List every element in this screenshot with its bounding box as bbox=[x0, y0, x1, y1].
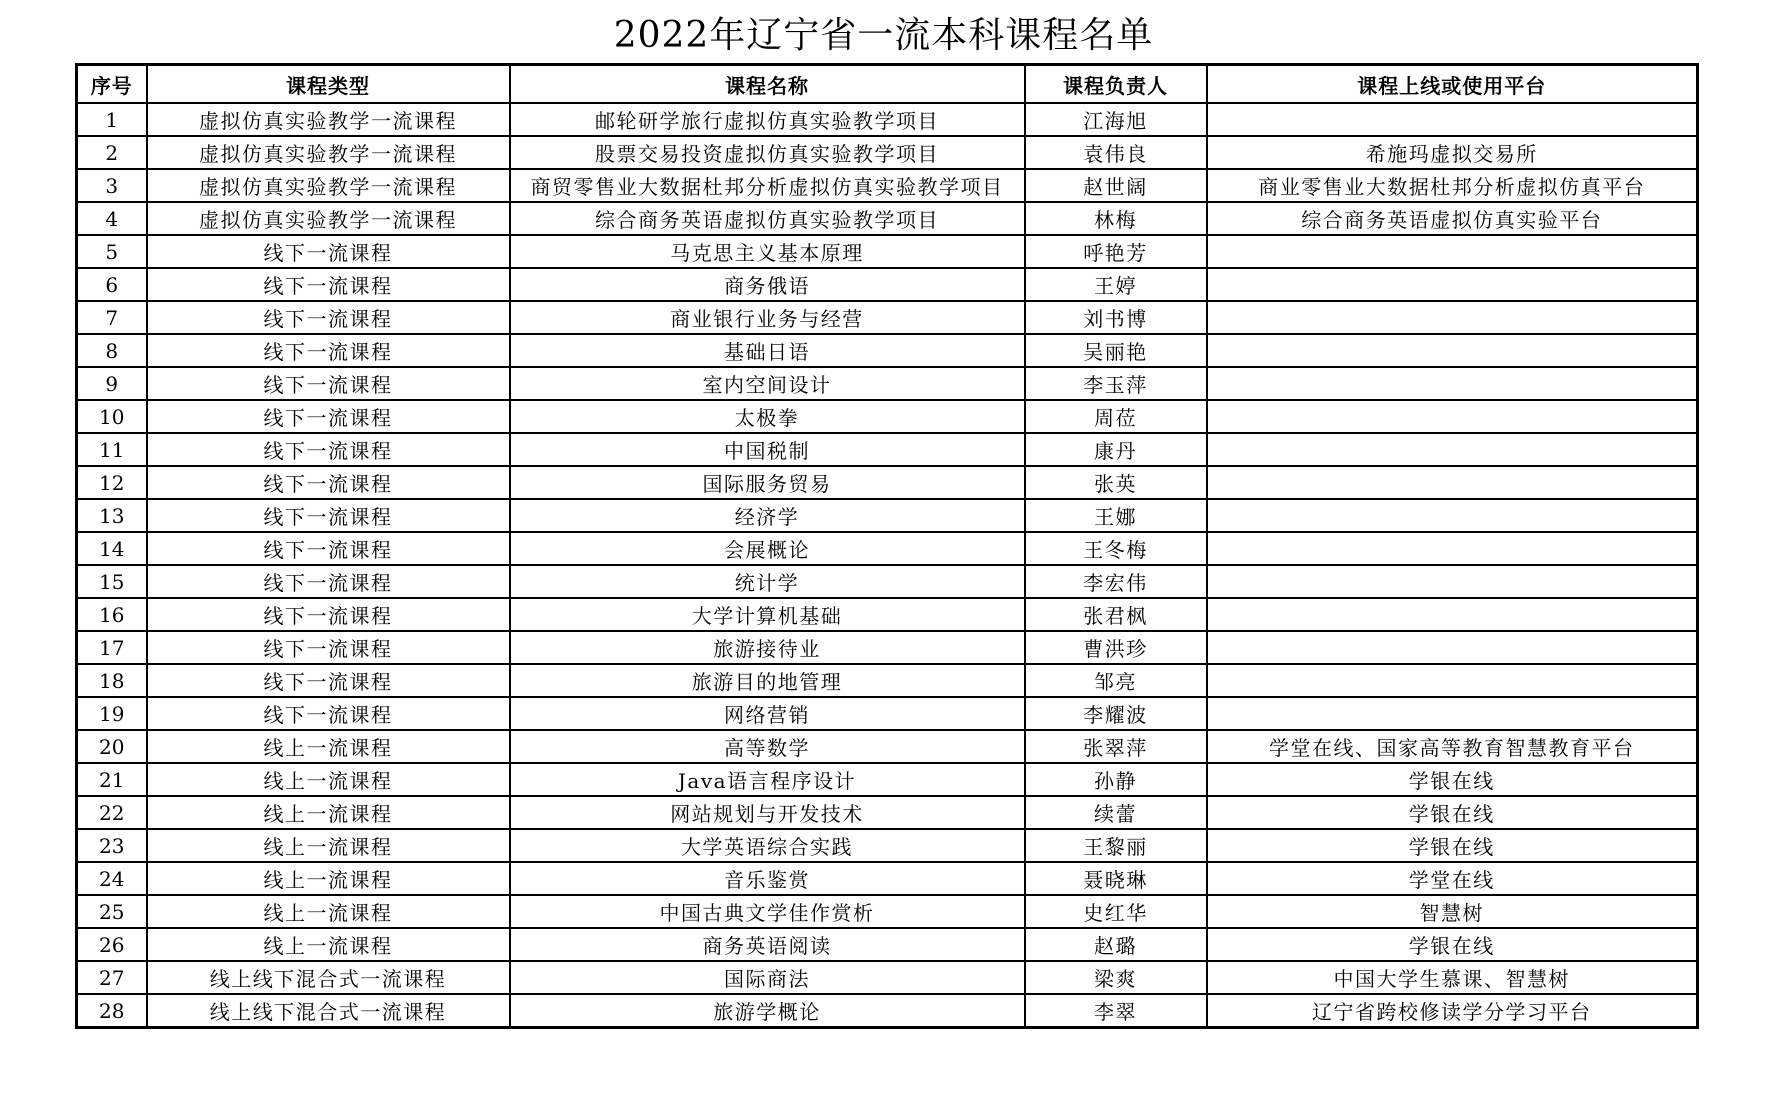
cell-no: 16 bbox=[77, 598, 147, 631]
table-row bbox=[77, 598, 1698, 631]
cell-no: 9 bbox=[77, 367, 147, 400]
table-row bbox=[77, 631, 1698, 664]
cell-course-lead: 周莅 bbox=[1025, 400, 1207, 433]
cell-course-lead: 呼艳芳 bbox=[1025, 235, 1207, 268]
table-row bbox=[77, 169, 1698, 202]
cell-course-name: 统计学 bbox=[510, 565, 1025, 598]
cell-course-lead: 曹洪珍 bbox=[1025, 631, 1207, 664]
cell-no: 8 bbox=[77, 334, 147, 367]
table-row bbox=[77, 862, 1698, 895]
cell-course-lead: 张翠萍 bbox=[1025, 730, 1207, 763]
cell-platform bbox=[1207, 103, 1698, 136]
cell-course-type: 线上一流课程 bbox=[147, 829, 510, 862]
table-row bbox=[77, 796, 1698, 829]
cell-platform: 学银在线 bbox=[1207, 763, 1698, 796]
cell-course-lead: 王黎丽 bbox=[1025, 829, 1207, 862]
cell-course-lead: 康丹 bbox=[1025, 433, 1207, 466]
table-row bbox=[77, 400, 1698, 433]
cell-no: 28 bbox=[77, 994, 147, 1028]
cell-platform bbox=[1207, 664, 1698, 697]
cell-course-lead: 史红华 bbox=[1025, 895, 1207, 928]
cell-course-lead: 吴丽艳 bbox=[1025, 334, 1207, 367]
course-table bbox=[75, 63, 1699, 1029]
cell-course-name: 商务英语阅读 bbox=[510, 928, 1025, 961]
table-row bbox=[77, 466, 1698, 499]
header-no: 序号 bbox=[77, 65, 147, 104]
cell-course-name: 中国古典文学佳作赏析 bbox=[510, 895, 1025, 928]
cell-no: 11 bbox=[77, 433, 147, 466]
cell-platform: 综合商务英语虚拟仿真实验平台 bbox=[1207, 202, 1698, 235]
cell-course-lead: 江海旭 bbox=[1025, 103, 1207, 136]
cell-course-type: 线下一流课程 bbox=[147, 400, 510, 433]
cell-course-type: 线下一流课程 bbox=[147, 631, 510, 664]
cell-course-lead: 王冬梅 bbox=[1025, 532, 1207, 565]
table-row bbox=[77, 268, 1698, 301]
cell-platform bbox=[1207, 598, 1698, 631]
cell-course-name: Java语言程序设计 bbox=[510, 763, 1025, 796]
cell-course-name: 经济学 bbox=[510, 499, 1025, 532]
cell-course-name: 网络营销 bbox=[510, 697, 1025, 730]
cell-course-type: 虚拟仿真实验教学一流课程 bbox=[147, 136, 510, 169]
table-row bbox=[77, 367, 1698, 400]
cell-course-lead: 赵世阔 bbox=[1025, 169, 1207, 202]
cell-course-name: 高等数学 bbox=[510, 730, 1025, 763]
header-course-name: 课程名称 bbox=[510, 65, 1025, 104]
page-title: 2022年辽宁省一流本科课程名单 bbox=[613, 15, 1154, 56]
cell-course-lead: 李宏伟 bbox=[1025, 565, 1207, 598]
cell-course-lead: 张君枫 bbox=[1025, 598, 1207, 631]
cell-course-type: 虚拟仿真实验教学一流课程 bbox=[147, 202, 510, 235]
cell-platform: 希施玛虚拟交易所 bbox=[1207, 136, 1698, 169]
table-row bbox=[77, 334, 1698, 367]
table-row bbox=[77, 763, 1698, 796]
cell-course-type: 线下一流课程 bbox=[147, 532, 510, 565]
cell-course-type: 线下一流课程 bbox=[147, 301, 510, 334]
cell-no: 18 bbox=[77, 664, 147, 697]
header-course-lead: 课程负责人 bbox=[1025, 65, 1207, 104]
cell-platform bbox=[1207, 565, 1698, 598]
cell-no: 15 bbox=[77, 565, 147, 598]
cell-course-type: 线下一流课程 bbox=[147, 235, 510, 268]
cell-platform bbox=[1207, 367, 1698, 400]
cell-course-name: 中国税制 bbox=[510, 433, 1025, 466]
cell-platform: 智慧树 bbox=[1207, 895, 1698, 928]
cell-platform bbox=[1207, 532, 1698, 565]
cell-course-name: 商贸零售业大数据杜邦分析虚拟仿真实验教学项目 bbox=[510, 169, 1025, 202]
cell-no: 23 bbox=[77, 829, 147, 862]
cell-course-type: 线上一流课程 bbox=[147, 928, 510, 961]
cell-course-name: 旅游目的地管理 bbox=[510, 664, 1025, 697]
cell-course-name: 基础日语 bbox=[510, 334, 1025, 367]
cell-course-name: 网站规划与开发技术 bbox=[510, 796, 1025, 829]
cell-course-name: 国际商法 bbox=[510, 961, 1025, 994]
cell-no: 2 bbox=[77, 136, 147, 169]
cell-no: 27 bbox=[77, 961, 147, 994]
cell-course-lead: 张英 bbox=[1025, 466, 1207, 499]
cell-course-type: 线下一流课程 bbox=[147, 367, 510, 400]
cell-course-name: 旅游学概论 bbox=[510, 994, 1025, 1028]
cell-no: 14 bbox=[77, 532, 147, 565]
table-row bbox=[77, 136, 1698, 169]
cell-platform bbox=[1207, 235, 1698, 268]
table-row bbox=[77, 730, 1698, 763]
cell-course-name: 邮轮研学旅行虚拟仿真实验教学项目 bbox=[510, 103, 1025, 136]
table-row bbox=[77, 202, 1698, 235]
cell-course-type: 线下一流课程 bbox=[147, 565, 510, 598]
cell-no: 6 bbox=[77, 268, 147, 301]
cell-course-name: 股票交易投资虚拟仿真实验教学项目 bbox=[510, 136, 1025, 169]
cell-platform bbox=[1207, 334, 1698, 367]
cell-course-type: 线下一流课程 bbox=[147, 697, 510, 730]
table-row bbox=[77, 499, 1698, 532]
table-row bbox=[77, 664, 1698, 697]
cell-platform bbox=[1207, 268, 1698, 301]
cell-course-type: 虚拟仿真实验教学一流课程 bbox=[147, 169, 510, 202]
cell-platform: 学堂在线 bbox=[1207, 862, 1698, 895]
cell-no: 13 bbox=[77, 499, 147, 532]
cell-no: 22 bbox=[77, 796, 147, 829]
cell-no: 5 bbox=[77, 235, 147, 268]
cell-no: 3 bbox=[77, 169, 147, 202]
header-platform: 课程上线或使用平台 bbox=[1207, 65, 1698, 104]
cell-course-type: 线下一流课程 bbox=[147, 598, 510, 631]
cell-course-name: 商业银行业务与经营 bbox=[510, 301, 1025, 334]
cell-course-lead: 续蕾 bbox=[1025, 796, 1207, 829]
cell-platform: 学堂在线、国家高等教育智慧教育平台 bbox=[1207, 730, 1698, 763]
cell-course-lead: 李耀波 bbox=[1025, 697, 1207, 730]
cell-platform: 中国大学生慕课、智慧树 bbox=[1207, 961, 1698, 994]
table-row bbox=[77, 301, 1698, 334]
table-row bbox=[77, 565, 1698, 598]
table-row bbox=[77, 895, 1698, 928]
cell-course-type: 虚拟仿真实验教学一流课程 bbox=[147, 103, 510, 136]
cell-course-name: 综合商务英语虚拟仿真实验教学项目 bbox=[510, 202, 1025, 235]
cell-course-lead: 李翠 bbox=[1025, 994, 1207, 1028]
cell-no: 4 bbox=[77, 202, 147, 235]
cell-no: 25 bbox=[77, 895, 147, 928]
cell-course-type: 线上一流课程 bbox=[147, 796, 510, 829]
cell-course-lead: 聂晓琳 bbox=[1025, 862, 1207, 895]
cell-course-type: 线上线下混合式一流课程 bbox=[147, 994, 510, 1028]
cell-course-name: 大学英语综合实践 bbox=[510, 829, 1025, 862]
cell-no: 7 bbox=[77, 301, 147, 334]
cell-no: 21 bbox=[77, 763, 147, 796]
cell-course-lead: 林梅 bbox=[1025, 202, 1207, 235]
cell-course-name: 室内空间设计 bbox=[510, 367, 1025, 400]
cell-course-name: 音乐鉴赏 bbox=[510, 862, 1025, 895]
table-row bbox=[77, 103, 1698, 136]
cell-no: 26 bbox=[77, 928, 147, 961]
cell-course-lead: 赵璐 bbox=[1025, 928, 1207, 961]
cell-course-type: 线下一流课程 bbox=[147, 664, 510, 697]
cell-course-name: 国际服务贸易 bbox=[510, 466, 1025, 499]
cell-course-lead: 邹亮 bbox=[1025, 664, 1207, 697]
cell-no: 10 bbox=[77, 400, 147, 433]
cell-course-type: 线上一流课程 bbox=[147, 730, 510, 763]
cell-course-type: 线下一流课程 bbox=[147, 466, 510, 499]
table-row bbox=[77, 235, 1698, 268]
table-row bbox=[77, 928, 1698, 961]
cell-platform bbox=[1207, 400, 1698, 433]
header-course-type: 课程类型 bbox=[147, 65, 510, 104]
cell-course-type: 线上一流课程 bbox=[147, 763, 510, 796]
table-row bbox=[77, 994, 1698, 1028]
cell-course-lead: 刘书博 bbox=[1025, 301, 1207, 334]
cell-platform bbox=[1207, 697, 1698, 730]
table-row bbox=[77, 697, 1698, 730]
table-row bbox=[77, 433, 1698, 466]
cell-no: 20 bbox=[77, 730, 147, 763]
cell-no: 12 bbox=[77, 466, 147, 499]
table-header-row bbox=[77, 65, 1698, 104]
cell-no: 24 bbox=[77, 862, 147, 895]
cell-course-type: 线下一流课程 bbox=[147, 433, 510, 466]
cell-platform: 学银在线 bbox=[1207, 796, 1698, 829]
cell-course-lead: 袁伟良 bbox=[1025, 136, 1207, 169]
cell-platform bbox=[1207, 301, 1698, 334]
cell-platform bbox=[1207, 433, 1698, 466]
table-row bbox=[77, 961, 1698, 994]
cell-platform bbox=[1207, 466, 1698, 499]
cell-course-type: 线上一流课程 bbox=[147, 895, 510, 928]
cell-course-lead: 王娜 bbox=[1025, 499, 1207, 532]
cell-course-name: 会展概论 bbox=[510, 532, 1025, 565]
cell-course-name: 大学计算机基础 bbox=[510, 598, 1025, 631]
cell-course-type: 线下一流课程 bbox=[147, 334, 510, 367]
cell-course-type: 线上一流课程 bbox=[147, 862, 510, 895]
cell-course-name: 旅游接待业 bbox=[510, 631, 1025, 664]
cell-course-lead: 梁爽 bbox=[1025, 961, 1207, 994]
table-body bbox=[77, 103, 1698, 1028]
cell-course-lead: 王婷 bbox=[1025, 268, 1207, 301]
cell-course-type: 线下一流课程 bbox=[147, 268, 510, 301]
cell-course-type: 线上线下混合式一流课程 bbox=[147, 961, 510, 994]
cell-course-type: 线下一流课程 bbox=[147, 499, 510, 532]
cell-course-name: 马克思主义基本原理 bbox=[510, 235, 1025, 268]
cell-no: 17 bbox=[77, 631, 147, 664]
cell-platform bbox=[1207, 631, 1698, 664]
cell-platform: 辽宁省跨校修读学分学习平台 bbox=[1207, 994, 1698, 1028]
cell-course-name: 太极拳 bbox=[510, 400, 1025, 433]
cell-no: 1 bbox=[77, 103, 147, 136]
cell-course-lead: 李玉萍 bbox=[1025, 367, 1207, 400]
cell-platform: 学银在线 bbox=[1207, 928, 1698, 961]
table-row bbox=[77, 829, 1698, 862]
table-row bbox=[77, 532, 1698, 565]
cell-platform: 商业零售业大数据杜邦分析虚拟仿真平台 bbox=[1207, 169, 1698, 202]
cell-platform: 学银在线 bbox=[1207, 829, 1698, 862]
cell-no: 19 bbox=[77, 697, 147, 730]
cell-course-lead: 孙静 bbox=[1025, 763, 1207, 796]
cell-platform bbox=[1207, 499, 1698, 532]
cell-course-name: 商务俄语 bbox=[510, 268, 1025, 301]
